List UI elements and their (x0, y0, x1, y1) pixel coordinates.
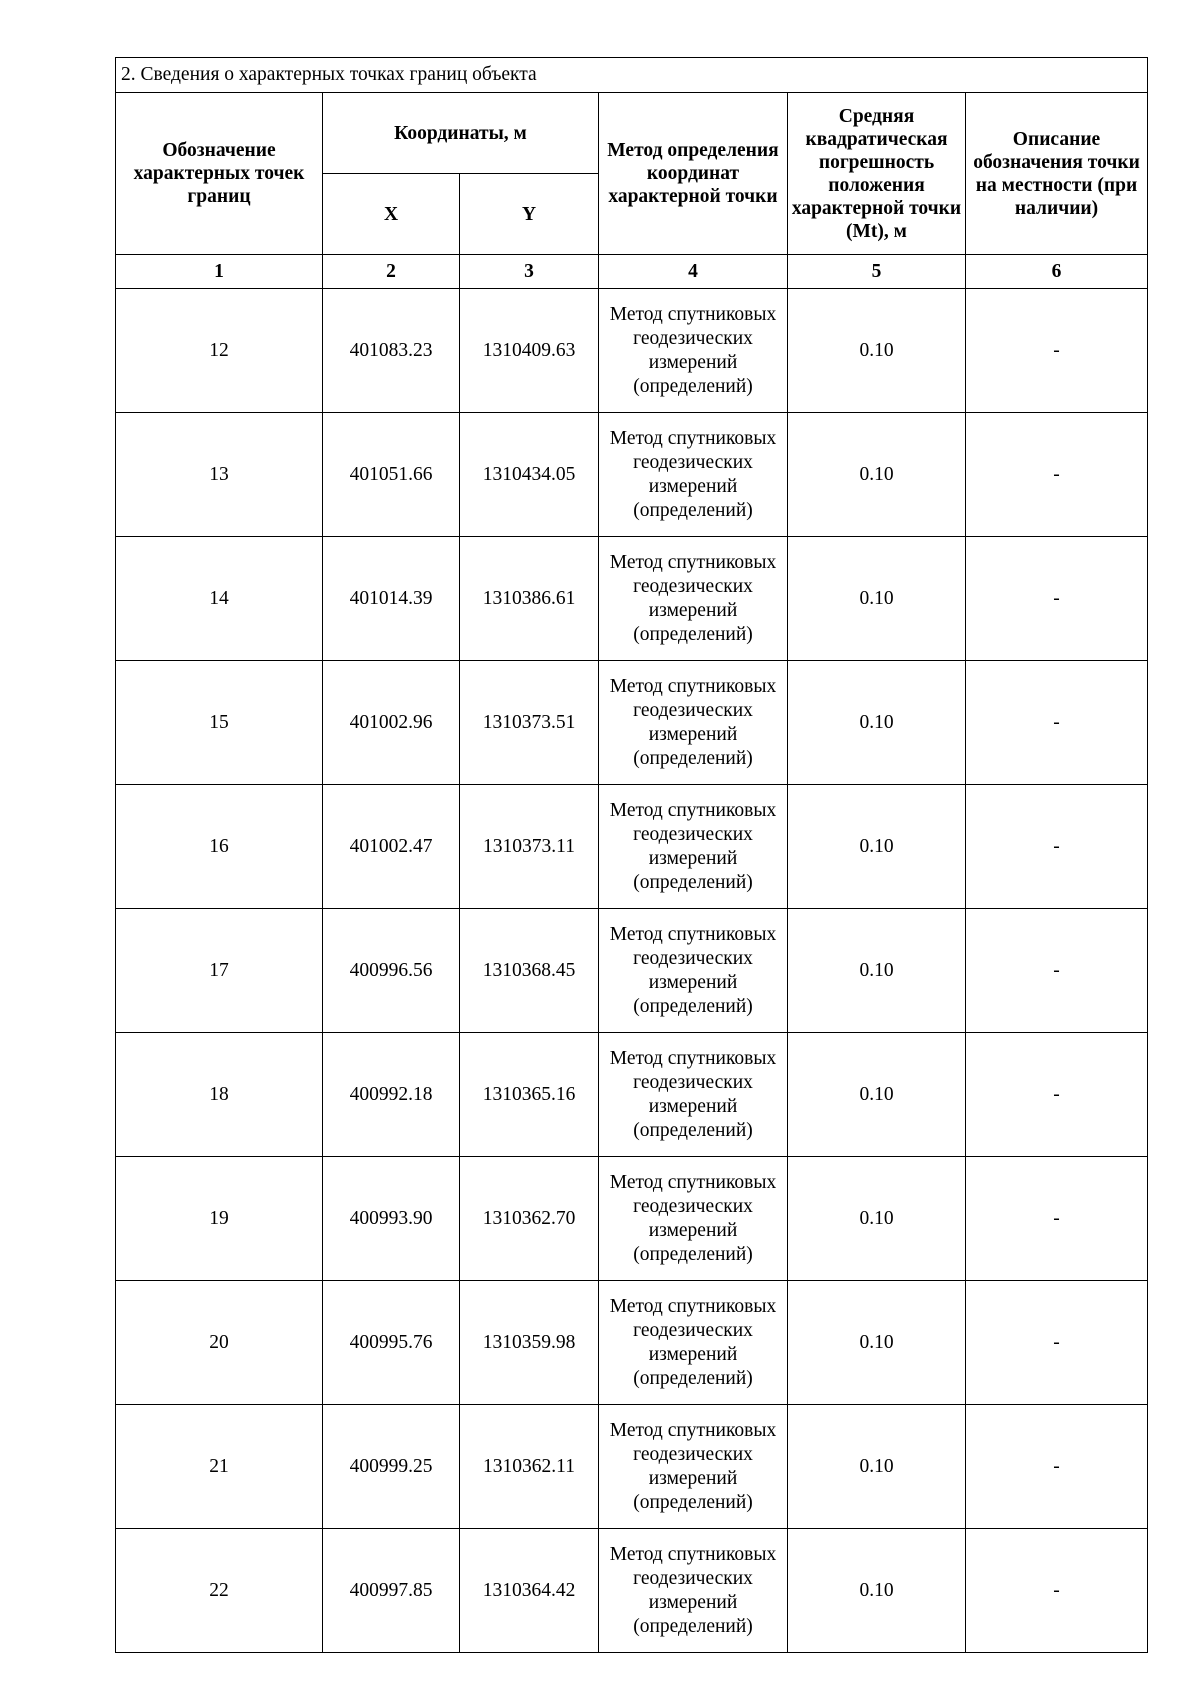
y-cell: 1310373.11 (460, 785, 599, 909)
method-cell: Метод спутниковых геодезических измерений (определений) (599, 661, 788, 785)
method-cell: Метод спутниковых геодезических измерений (определений) (599, 1281, 788, 1405)
description-cell: - (966, 289, 1148, 413)
x-cell: 400995.76 (323, 1281, 460, 1405)
mt-cell: 0.10 (788, 1405, 966, 1529)
x-cell: 400993.90 (323, 1157, 460, 1281)
description-cell: - (966, 661, 1148, 785)
point-cell: 13 (116, 413, 323, 537)
table-row (116, 537, 1148, 661)
point-cell: 15 (116, 661, 323, 785)
table-row (116, 1529, 1148, 1653)
x-cell: 400997.85 (323, 1529, 460, 1653)
table-row (116, 1281, 1148, 1405)
point-cell: 17 (116, 909, 323, 1033)
method-cell: Метод спутниковых геодезических измерений (определений) (599, 289, 788, 413)
x-cell: 401014.39 (323, 537, 460, 661)
point-cell: 14 (116, 537, 323, 661)
point-cell: 12 (116, 289, 323, 413)
description-cell: - (966, 1405, 1148, 1529)
x-cell: 400999.25 (323, 1405, 460, 1529)
section-title: 2. Сведения о характерных точках границ объекта (116, 58, 1148, 93)
x-cell: 401051.66 (323, 413, 460, 537)
column-number: 4 (599, 255, 788, 289)
mt-cell: 0.10 (788, 909, 966, 1033)
x-cell: 400996.56 (323, 909, 460, 1033)
y-cell: 1310364.42 (460, 1529, 599, 1653)
column-number: 5 (788, 255, 966, 289)
y-cell: 1310386.61 (460, 537, 599, 661)
description-cell: - (966, 537, 1148, 661)
header-y: Y (460, 174, 599, 255)
method-cell: Метод спутниковых геодезических измерений (определений) (599, 785, 788, 909)
column-number: 6 (966, 255, 1148, 289)
mt-cell: 0.10 (788, 537, 966, 661)
y-cell: 1310368.45 (460, 909, 599, 1033)
mt-cell: 0.10 (788, 785, 966, 909)
mt-cell: 0.10 (788, 289, 966, 413)
mt-cell: 0.10 (788, 1033, 966, 1157)
mt-cell: 0.10 (788, 1281, 966, 1405)
point-cell: 18 (116, 1033, 323, 1157)
column-number: 3 (460, 255, 599, 289)
description-cell: - (966, 909, 1148, 1033)
header-designation: Обозначение характерных точек границ (116, 93, 323, 255)
x-cell: 400992.18 (323, 1033, 460, 1157)
header-error: Средняя квадратическая погрешность положения характерной точки (Mt), м (788, 93, 966, 255)
point-cell: 22 (116, 1529, 323, 1653)
x-cell: 401002.47 (323, 785, 460, 909)
description-cell: - (966, 1157, 1148, 1281)
point-cell: 21 (116, 1405, 323, 1529)
mt-cell: 0.10 (788, 661, 966, 785)
y-cell: 1310373.51 (460, 661, 599, 785)
point-cell: 16 (116, 785, 323, 909)
method-cell: Метод спутниковых геодезических измерений (определений) (599, 1405, 788, 1529)
method-cell: Метод спутниковых геодезических измерений (определений) (599, 537, 788, 661)
description-cell: - (966, 413, 1148, 537)
description-cell: - (966, 1033, 1148, 1157)
header-x: X (323, 174, 460, 255)
y-cell: 1310434.05 (460, 413, 599, 537)
boundary-points-table (115, 57, 1148, 1653)
table-row (116, 909, 1148, 1033)
table-row (116, 1157, 1148, 1281)
mt-cell: 0.10 (788, 1529, 966, 1653)
table-row (116, 289, 1148, 413)
method-cell: Метод спутниковых геодезических измерений (определений) (599, 909, 788, 1033)
y-cell: 1310409.63 (460, 289, 599, 413)
y-cell: 1310365.16 (460, 1033, 599, 1157)
description-cell: - (966, 785, 1148, 909)
method-cell: Метод спутниковых геодезических измерений (определений) (599, 1529, 788, 1653)
header-coordinates: Координаты, м (323, 93, 599, 174)
point-cell: 19 (116, 1157, 323, 1281)
mt-cell: 0.10 (788, 1157, 966, 1281)
column-numbers-row (116, 255, 1148, 289)
table-row (116, 1033, 1148, 1157)
x-cell: 401002.96 (323, 661, 460, 785)
method-cell: Метод спутниковых геодезических измерений (определений) (599, 1033, 788, 1157)
column-number: 1 (116, 255, 323, 289)
y-cell: 1310362.70 (460, 1157, 599, 1281)
method-cell: Метод спутниковых геодезических измерений (определений) (599, 1157, 788, 1281)
table-row (116, 413, 1148, 537)
point-cell: 20 (116, 1281, 323, 1405)
y-cell: 1310362.11 (460, 1405, 599, 1529)
x-cell: 401083.23 (323, 289, 460, 413)
description-cell: - (966, 1281, 1148, 1405)
header-method: Метод определения координат характерной точки (599, 93, 788, 255)
table-row (116, 785, 1148, 909)
mt-cell: 0.10 (788, 413, 966, 537)
header-description: Описание обозначения точки на местности (при наличии) (966, 93, 1148, 255)
description-cell: - (966, 1529, 1148, 1653)
table-row (116, 1405, 1148, 1529)
column-number: 2 (323, 255, 460, 289)
y-cell: 1310359.98 (460, 1281, 599, 1405)
table-row (116, 661, 1148, 785)
method-cell: Метод спутниковых геодезических измерений (определений) (599, 413, 788, 537)
